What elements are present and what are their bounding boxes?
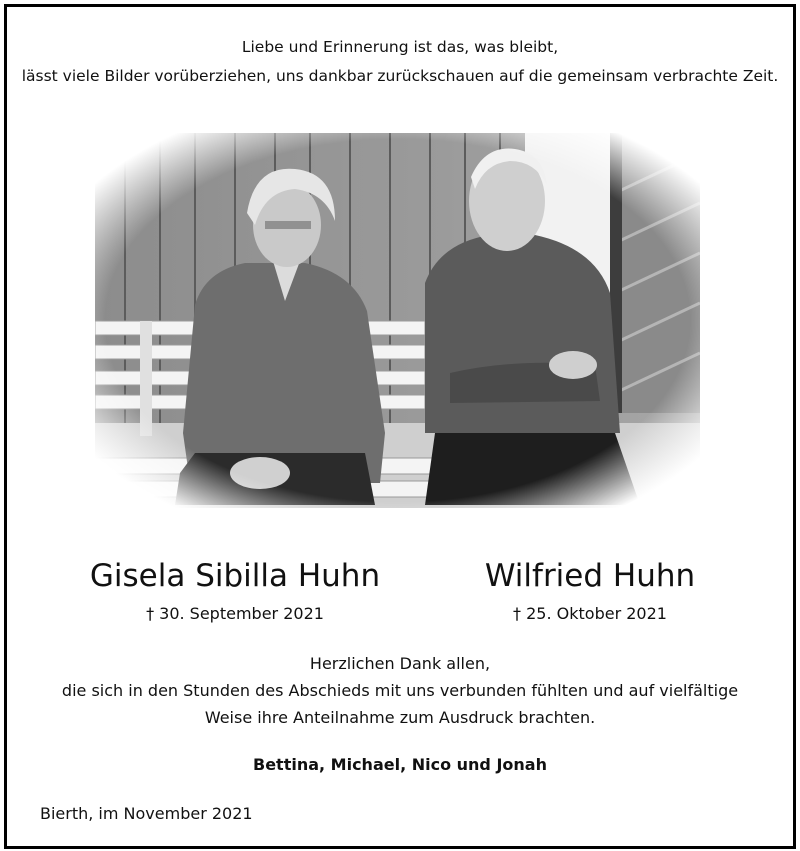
motto-line-2: lässt viele Bilder vorüberziehen, uns dankbar zurückschauen auf die gemeinsam verbrachte Zeit.	[21, 67, 779, 85]
person-2-death-date: † 25. Oktober 2021	[513, 604, 667, 623]
motto-line-1: Liebe und Erinnerung ist das, was bleibt,	[241, 38, 559, 56]
thanks-line-1: Herzlichen Dank allen,	[309, 654, 491, 673]
person-1-death-date: † 30. September 2021	[146, 604, 324, 623]
thanks-line-2: die sich in den Stunden des Abschieds mit uns verbunden fühlten und auf vielfältige	[61, 681, 739, 700]
signers: Bettina, Michael, Nico und Jonah	[253, 755, 547, 774]
person-1-name: Gisela Sibilla Huhn	[89, 558, 381, 594]
person-2-name: Wilfried Huhn	[484, 558, 696, 594]
place-and-date: Bierth, im November 2021	[40, 804, 253, 823]
couple-photo	[95, 133, 700, 508]
thanks-line-3: Weise ihre Anteilnahme zum Ausdruck brachten.	[204, 708, 596, 727]
